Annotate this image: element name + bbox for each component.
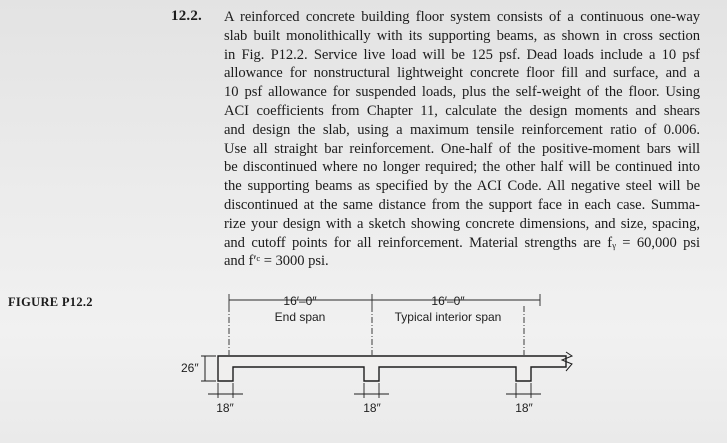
figure-label: FIGURE P12.2: [8, 295, 93, 309]
problem-line: and design the slab, using a maximum tensile reinforcement ratio of 0.006.: [224, 121, 700, 138]
end-span-dimension: 16′–0″: [283, 294, 317, 308]
beam-width-label: 18″: [216, 401, 234, 415]
problem-line: in Fig. P12.2. Service live load will be 125 psf. Dead loads include a 10 psf: [224, 46, 700, 63]
problem-number: 12.2.: [171, 8, 202, 24]
problem-line: 10 psf allowance for suspended loads, plus the self-weight of the floor. Using: [224, 84, 700, 101]
end-span-label: End span: [274, 310, 326, 324]
problem-line: be discontinued where no longer required; the other half will be continued into: [224, 159, 700, 176]
beam-depth-label: 26″: [181, 361, 199, 375]
slab-beam-section: [218, 356, 566, 381]
problem-line: the supporting beams as specified by the ACI Code. All negative steel will be: [224, 178, 700, 195]
problem-line: slab built monolithically with its supporting beams, as shown in cross section: [224, 27, 700, 44]
problem-line: A reinforced concrete building floor system consists of a continuous one-way: [224, 9, 700, 25]
problem-line: Use all straight bar reinforcement. One-half of the positive-moment bars will: [224, 140, 700, 157]
beam-width-label: 18″: [515, 401, 533, 415]
concrete-outline: [218, 356, 566, 381]
problem-line: allowance for nonstructural lightweight concrete floor fill and surface, and a: [224, 65, 700, 82]
beam-width-label: 18″: [363, 401, 381, 415]
problem-line: discontinued at the same distance from the support face in each case. Summa-: [224, 196, 700, 213]
problem-line: and cutoff points for all reinforcement. Material strengths are fᵧ = 60,000 psi: [224, 234, 700, 251]
interior-span-label: Typical interior span: [394, 310, 502, 324]
problem-line: and f′ᶜ = 3000 psi.: [224, 253, 329, 270]
problem-line: rize your design with a sketch showing concrete dimensions, and size, spacing,: [224, 215, 700, 232]
problem-line: ACI coefficients from Chapter 11, calculate the design moments and shears: [224, 102, 700, 119]
interior-span-dimension: 16′–0″: [431, 294, 465, 308]
